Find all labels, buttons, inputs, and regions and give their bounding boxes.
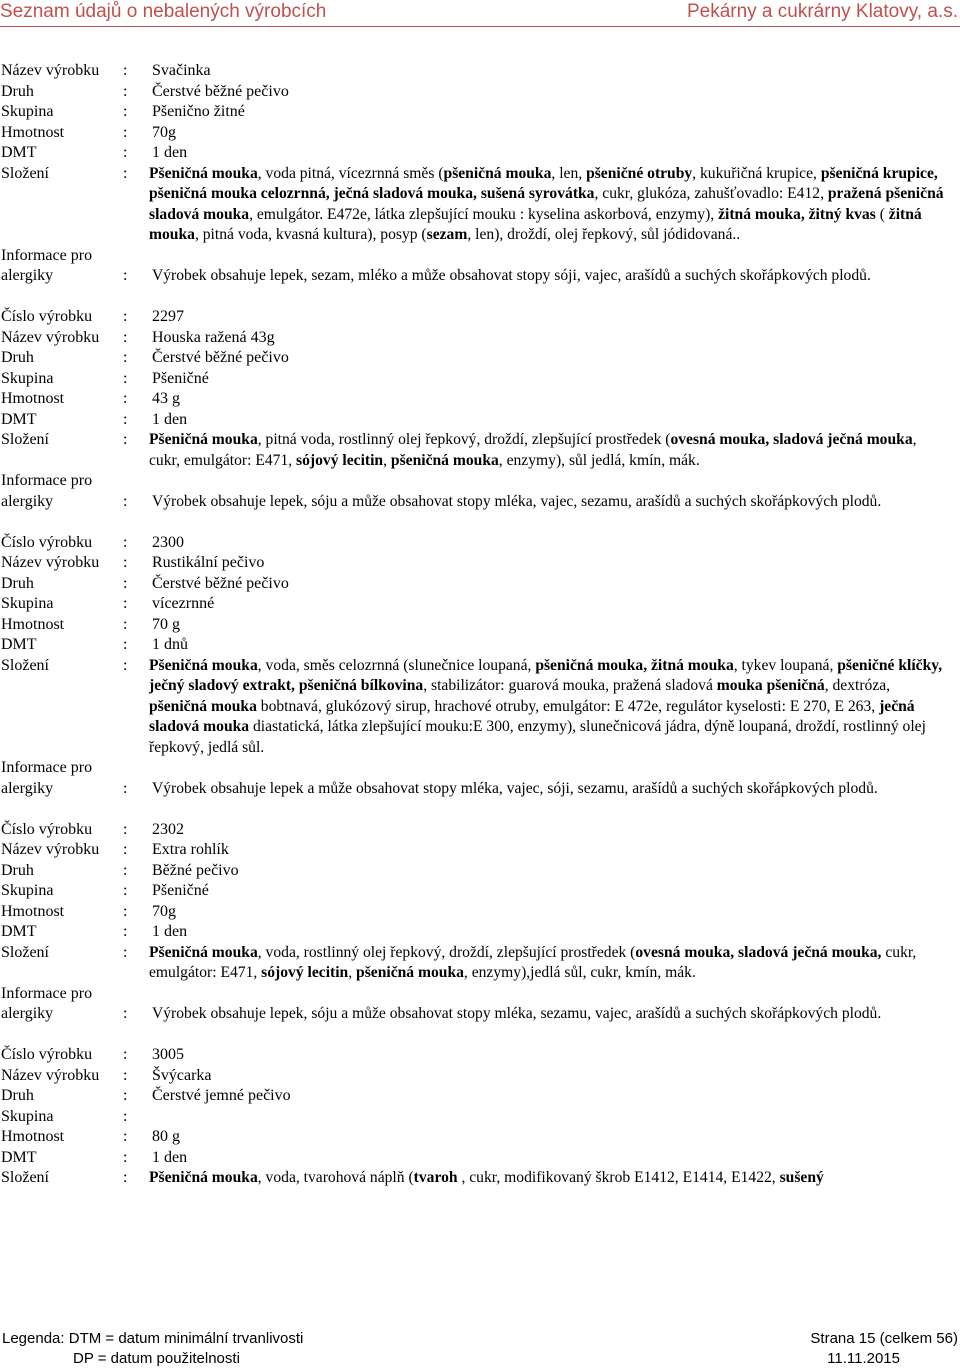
- field-label: Druh: [1, 82, 34, 100]
- field-row-product-group: [1, 1107, 951, 1128]
- product-entry: [1, 820, 951, 1025]
- allergen-info-value: Výrobek obsahuje lepek, sezam, mléko a může obsahovat stopy sóji, vajec, arašídů a suchých skořápkových plodů.: [152, 267, 871, 284]
- field-colon: :: [123, 1087, 128, 1104]
- field-row-composition: [1, 164, 951, 246]
- product-dmt-value: 1 dnů: [152, 636, 188, 653]
- field-row-product-name: [1, 553, 951, 574]
- product-dmt-value: 1 den: [152, 923, 188, 940]
- product-weight-value: 80 g: [152, 1128, 180, 1145]
- field-colon: :: [123, 656, 128, 674]
- field-row-product-type: [1, 348, 951, 369]
- field-label: Druh: [1, 1087, 34, 1104]
- page-footer: [0, 1329, 960, 1370]
- field-row-allergen-info-label: [1, 758, 951, 779]
- field-colon: :: [123, 554, 128, 571]
- allergen-info-value: Výrobek obsahuje lepek, sóju a může obsahovat stopy mléka, sezamu, vajec, arašídů a suchých skořápkových plodů.: [152, 1005, 882, 1022]
- field-label: Číslo výrobku: [1, 1046, 93, 1063]
- field-colon: :: [123, 164, 128, 182]
- field-colon: :: [123, 328, 128, 346]
- product-name-value: Extra rohlík: [152, 841, 229, 858]
- legend-dmt: Legenda: DTM = datum minimální trvanlivosti: [2, 1330, 304, 1347]
- product-number-value: 3005: [152, 1046, 184, 1063]
- field-colon: :: [123, 1005, 128, 1022]
- field-label: Hmotnost: [1, 615, 65, 633]
- field-row-allergen-info-label: [1, 984, 951, 1005]
- field-colon: :: [123, 144, 128, 161]
- product-name-value: Houska ražená 43g: [152, 328, 275, 346]
- field-label: alergiky: [1, 1005, 54, 1022]
- product-entry: [1, 61, 951, 287]
- field-colon: :: [123, 923, 128, 940]
- field-row-composition: [1, 943, 951, 984]
- field-label: Hmotnost: [1, 902, 65, 920]
- field-label: Složení: [1, 656, 49, 674]
- product-number-value: 2300: [152, 533, 184, 551]
- field-label: Název výrobku: [1, 62, 100, 79]
- field-colon: :: [123, 410, 128, 428]
- field-label: DMT: [1, 923, 37, 940]
- product-number-value: 2297: [152, 308, 184, 325]
- product-type-value: Běžné pečivo: [152, 861, 239, 879]
- field-colon: :: [123, 62, 128, 79]
- header-divider: [0, 26, 960, 27]
- field-label: Složení: [1, 164, 49, 182]
- field-label: Informace pro: [1, 472, 93, 489]
- field-label: Skupina: [1, 595, 54, 612]
- field-colon: :: [123, 882, 128, 899]
- field-label: Skupina: [1, 369, 54, 387]
- field-label: DMT: [1, 1148, 37, 1166]
- product-entry: [1, 533, 951, 800]
- field-label: Druh: [1, 861, 34, 879]
- product-name-value: Rustikální pečivo: [152, 554, 265, 571]
- field-label: Číslo výrobku: [1, 533, 93, 551]
- field-colon: :: [123, 1066, 128, 1084]
- field-row-product-type: [1, 574, 951, 595]
- field-label: Složení: [1, 1169, 49, 1186]
- field-row-product-group: [1, 881, 951, 902]
- field-row-product-dmt: [1, 635, 951, 656]
- field-row-product-weight: [1, 389, 951, 410]
- field-label: DMT: [1, 636, 37, 653]
- field-colon: :: [123, 574, 128, 592]
- field-row-composition: [1, 430, 951, 471]
- product-type-value: Čerstvé běžné pečivo: [152, 349, 289, 366]
- field-row-product-weight: [1, 902, 951, 923]
- product-group-value: Pšeničné: [152, 369, 209, 387]
- company-name: Pekárny a cukrárny Klatovy, a.s.: [686, 1, 958, 22]
- field-row-allergen-info-label: [1, 471, 951, 492]
- field-colon: :: [123, 902, 128, 920]
- field-colon: :: [123, 820, 128, 838]
- field-label: Název výrobku: [1, 554, 100, 571]
- field-label: Skupina: [1, 103, 54, 120]
- product-group-value: Pšeničné: [152, 882, 209, 899]
- field-row-product-name: [1, 328, 951, 349]
- field-label: DMT: [1, 144, 37, 161]
- page-number: Strana 15 (celkem 56): [810, 1330, 958, 1347]
- field-row-product-dmt: [1, 143, 951, 164]
- field-label: Hmotnost: [1, 1128, 65, 1145]
- field-label: Složení: [1, 431, 49, 448]
- field-colon: :: [123, 431, 128, 448]
- field-row-product-number: [1, 1045, 951, 1066]
- field-row-product-name: [1, 1066, 951, 1087]
- document-title: Seznam údajů o nebalených výrobcích: [0, 1, 327, 22]
- field-label: Informace pro: [1, 759, 93, 776]
- field-row-product-type: [1, 82, 951, 103]
- field-label: Informace pro: [1, 246, 93, 264]
- field-row-product-type: [1, 1086, 951, 1107]
- product-name-value: Svačinka: [152, 62, 211, 79]
- field-label: Hmotnost: [1, 390, 65, 407]
- field-colon: :: [123, 349, 128, 366]
- field-label: Číslo výrobku: [1, 820, 93, 838]
- field-label: Číslo výrobku: [1, 308, 93, 325]
- field-row-product-number: [1, 307, 951, 328]
- field-row-product-group: [1, 594, 951, 615]
- field-row-product-dmt: [1, 1148, 951, 1169]
- field-label: Druh: [1, 574, 34, 592]
- product-weight-value: 70g: [152, 123, 176, 141]
- product-entry: [1, 1045, 951, 1189]
- field-row-product-number: [1, 820, 951, 841]
- product-dmt-value: 1 den: [152, 1148, 188, 1166]
- field-label: alergiky: [1, 267, 54, 284]
- field-colon: :: [123, 636, 128, 653]
- product-group-value: Pšenično žitné: [152, 103, 245, 120]
- field-colon: :: [123, 267, 128, 284]
- field-label: Skupina: [1, 882, 54, 899]
- product-weight-value: 43 g: [152, 390, 180, 407]
- field-row-product-type: [1, 861, 951, 882]
- field-colon: :: [123, 841, 128, 858]
- field-label: alergiky: [1, 779, 54, 797]
- field-row-product-dmt: [1, 410, 951, 431]
- legend-dp: DP = datum použitelnosti: [73, 1350, 240, 1367]
- product-number-value: 2302: [152, 820, 184, 838]
- field-row-product-number: [1, 533, 951, 554]
- composition-value: Pšeničná mouka, voda, tvarohová náplň (tvaroh , cukr, modifikovaný škrob E1412, E1414, E1422, sušený: [149, 1169, 824, 1186]
- field-label: Druh: [1, 349, 34, 366]
- field-colon: :: [123, 1128, 128, 1145]
- product-weight-value: 70 g: [152, 615, 180, 633]
- field-colon: :: [123, 390, 128, 407]
- field-row-allergen-info: [1, 1004, 951, 1025]
- field-label: Hmotnost: [1, 123, 65, 141]
- field-label: Název výrobku: [1, 328, 100, 346]
- field-colon: :: [123, 492, 128, 510]
- allergen-info-value: Výrobek obsahuje lepek, sóju a může obsahovat stopy mléka, vajec, sezamu, arašídů a suchých skořápkových plodů.: [152, 492, 882, 510]
- composition-value: Pšeničná mouka, pitná voda, rostlinný olej řepkový, droždí, zlepšující prostředek (ovesná mouka, sladová ječná mouka, cukr, emulgátor: E471, sójový lecitin, pšeničná mouka, enzymy), sůl jedlá, kmín, mák.: [149, 431, 917, 469]
- field-colon: :: [123, 779, 128, 797]
- field-label: Skupina: [1, 1107, 54, 1125]
- field-colon: :: [123, 369, 128, 387]
- product-type-value: Čerstvé jemné pečivo: [152, 1087, 291, 1104]
- product-entry: [1, 307, 951, 512]
- field-label: alergiky: [1, 492, 54, 510]
- field-colon: :: [123, 1107, 128, 1125]
- product-group-value: vícezrnné: [152, 595, 215, 612]
- product-dmt-value: 1 den: [152, 144, 188, 161]
- field-colon: :: [123, 615, 128, 633]
- page-header: [0, 0, 960, 28]
- field-row-allergen-info: [1, 779, 951, 800]
- composition-value: Pšeničná mouka, voda, směs celozrnná (slunečnice loupaná, pšeničná mouka, žitná mouka, tykev loupaná, pšeničné klíčky, ječný sladový extrakt, pšeničná bílkovina, stabilizátor: guarová mouka, pražená sladová mouka pšeničná, dextróza, pšeničná mouka bobtnavá, glukózový sirup, hrachové otruby, emulgátor: E 472e, regulátor kyselosti: E 270, E 263, ječná sladová mouka diastatická, látka zlepšující mouku:E 300, enzymy), slunečnicová jádra, dýně loupaná, droždí, rostlinný olej řepkový, jedlá sůl.: [149, 656, 943, 756]
- field-row-product-group: [1, 102, 951, 123]
- field-row-product-name: [1, 61, 951, 82]
- field-row-product-dmt: [1, 922, 951, 943]
- field-colon: :: [123, 308, 128, 325]
- field-row-allergen-info: [1, 492, 951, 513]
- field-label: Název výrobku: [1, 1066, 100, 1084]
- allergen-info-value: Výrobek obsahuje lepek a může obsahovat stopy mléka, vajec, sóji, sezamu, arašídů a suchých skořápkových plodů.: [152, 779, 878, 797]
- product-type-value: Čerstvé běžné pečivo: [152, 574, 289, 592]
- field-row-product-weight: [1, 1127, 951, 1148]
- field-colon: :: [123, 123, 128, 141]
- field-colon: :: [123, 1046, 128, 1063]
- field-colon: :: [123, 943, 128, 961]
- field-label: Informace pro: [1, 984, 93, 1002]
- composition-value: Pšeničná mouka, voda, rostlinný olej řepkový, droždí, zlepšující prostředek (ovesná mouka, sladová ječná mouka, cukr, emulgátor: E471, sójový lecitin, pšeničná mouka, enzymy),jedlá sůl, cukr, kmín, mák.: [149, 943, 917, 981]
- footer-date: 11.11.2015: [827, 1350, 900, 1367]
- field-colon: :: [123, 103, 128, 120]
- product-type-value: Čerstvé běžné pečivo: [152, 82, 289, 100]
- composition-value: Pšeničná mouka, voda pitná, vícezrnná směs (pšeničná mouka, len, pšeničné otruby, kukuřičná krupice, pšeničná krupice, pšeničná mouka celozrnná, ječná sladová mouka, sušená syrovátka, cukr, glukóza, zahušťovadlo: E412, pražená pšeničná sladová mouka, emulgátor. E472e, látka zlepšující mouku : kyselina askorbová, enzymy), žitná mouka, žitný kvas ( žitná mouka, pitná voda, kvasná kultura), posyp (sezam, len), droždí, olej řepkový, sůl jódidovaná..: [149, 164, 944, 243]
- product-dmt-value: 1 den: [152, 410, 188, 428]
- field-row-product-weight: [1, 615, 951, 636]
- field-colon: :: [123, 82, 128, 100]
- product-weight-value: 70g: [152, 902, 176, 920]
- field-colon: :: [123, 1169, 128, 1186]
- field-label: Název výrobku: [1, 841, 100, 858]
- field-label: Složení: [1, 943, 49, 961]
- field-row-product-group: [1, 369, 951, 390]
- product-name-value: Švýcarka: [152, 1066, 212, 1084]
- field-row-allergen-info-label: [1, 246, 951, 267]
- field-colon: :: [123, 861, 128, 879]
- product-list: [1, 61, 951, 1209]
- field-colon: :: [123, 1148, 128, 1166]
- field-row-product-name: [1, 840, 951, 861]
- field-row-allergen-info: [1, 266, 951, 287]
- field-row-composition: [1, 656, 951, 759]
- field-row-product-weight: [1, 123, 951, 144]
- field-colon: :: [123, 595, 128, 612]
- field-colon: :: [123, 533, 128, 551]
- field-label: DMT: [1, 410, 37, 428]
- field-row-composition: [1, 1168, 951, 1189]
